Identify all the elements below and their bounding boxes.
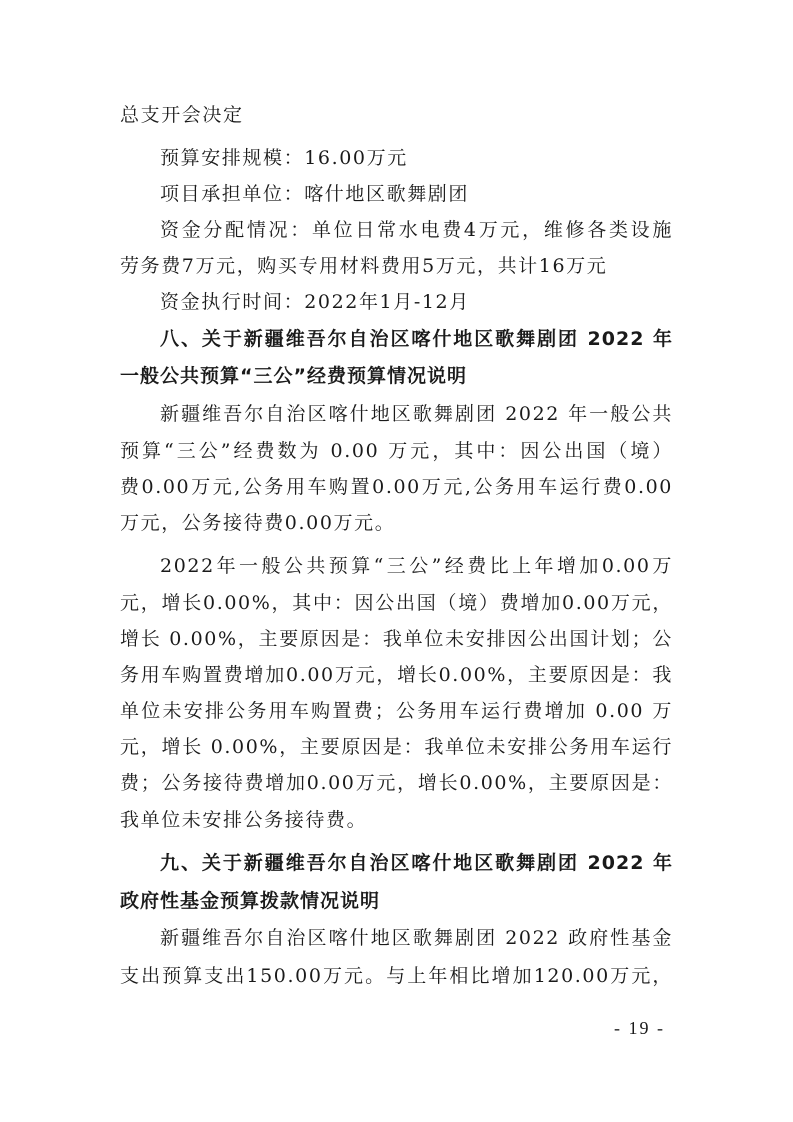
- section-heading-9: 九、关于新疆维吾尔自治区喀什地区歌舞剧团 2022 年: [160, 852, 673, 874]
- budget-scale-line: 预算安排规模：16.00万元: [160, 147, 408, 169]
- section-heading-8: 八、关于新疆维吾尔自治区喀什地区歌舞剧团 2022 年: [160, 328, 673, 350]
- page-number: - 19 -: [614, 1018, 665, 1038]
- paragraph-line: 万元，公务接待费0.00万元。: [120, 512, 396, 534]
- paragraph-line: 增长 0.00%，主要原因是：我单位未安排因公出国计划；公: [120, 628, 673, 650]
- fund-allocation-line: 资金分配情况：单位日常水电费4万元，维修各类设施: [160, 219, 673, 241]
- execution-time-line: 资金执行时间：2022年1月-12月: [160, 291, 470, 313]
- paragraph-line: 新疆维吾尔自治区喀什地区歌舞剧团 2022 年一般公共: [160, 403, 673, 425]
- paragraph-line: 费；公务接待费增加0.00万元，增长0.00%，主要原因是：: [120, 772, 673, 794]
- paragraph-line: 新疆维吾尔自治区喀什地区歌舞剧团 2022 政府性基金: [160, 927, 673, 949]
- paragraph-line: 元，增长0.00%，其中：因公出国（境）费增加0.00万元，: [120, 592, 673, 614]
- paragraph-line: 元，增长 0.00%，主要原因是：我单位未安排公务用车运行: [120, 736, 673, 758]
- paragraph-line: 劳务费7万元，购买专用材料费用5万元，共计16万元: [120, 255, 608, 277]
- project-unit-line: 项目承担单位：喀什地区歌舞剧团: [160, 183, 470, 205]
- paragraph-line: 单位未安排公务用车购置费；公务用车运行费增加 0.00 万: [120, 700, 673, 722]
- paragraph-line: 务用车购置费增加0.00万元，增长0.00%，主要原因是：我: [120, 664, 673, 686]
- section-heading-9-cont: 政府性基金预算拨款情况说明: [120, 890, 381, 912]
- section-heading-8-cont: 一般公共预算“三公”经费预算情况说明: [120, 365, 467, 387]
- paragraph-line: 2022年一般公共预算“三公”经费比上年增加0.00万: [160, 555, 673, 577]
- paragraph-line: 费0.00万元,公务用车购置0.00万元,公务用车运行费0.00: [120, 476, 673, 498]
- paragraph-line: 我单位未安排公务接待费。: [120, 809, 368, 831]
- paragraph-line: 总支开会决定: [120, 104, 244, 126]
- paragraph-line: 预算“三公”经费数为 0.00 万元，其中：因公出国（境）: [120, 440, 673, 462]
- paragraph-line: 支出预算支出150.00万元。与上年相比增加120.00万元，: [120, 965, 673, 987]
